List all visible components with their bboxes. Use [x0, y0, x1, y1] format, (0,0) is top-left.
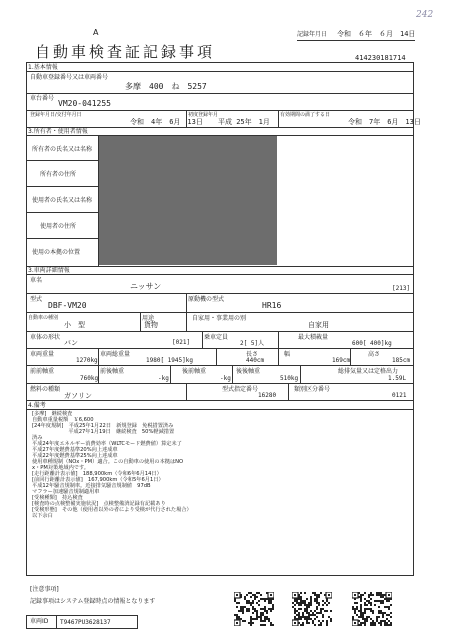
displacement-label: 総排気量又は定格出力 [338, 368, 399, 375]
remark-line: 平成22年度燃費基準25%向上達成車 [32, 453, 118, 459]
remark-line: [受検形態] その他（使用者以外の者により受検が代行された場合） [32, 507, 192, 513]
max-load-value: 600[ 400]kg [352, 340, 392, 347]
first-reg-label: 初度登録年月 [188, 112, 219, 118]
header-mark: A [93, 28, 99, 37]
notes-heading: [注意事項] [30, 586, 59, 593]
model-cert-label: 型式指定番号 [222, 386, 259, 393]
user-name-label: 使用者の氏名又は名称 [32, 197, 93, 204]
chassis-label: 車台番号 [30, 95, 55, 102]
remark-line: 平成12年騒音規制車。近接排気騒音規制値 97dB [32, 483, 151, 489]
chassis-value: VM20-041255 [58, 99, 111, 108]
shape-code: [021] [172, 339, 191, 346]
maker-label: 車名 [30, 277, 43, 284]
displacement-value: 1.59L [388, 375, 407, 382]
vehicle-id-value: T9467PU3628137 [60, 619, 111, 626]
document-title: 自動車検査証記録事項 [35, 43, 216, 61]
type-value: 小 型 [64, 321, 85, 329]
remark-line: 済み [32, 435, 43, 441]
section3-heading: 3.所有者・使用者情報 [28, 128, 88, 135]
user-address-label: 使用者の住所 [40, 223, 77, 230]
remark-line: 以下余白 [32, 513, 53, 519]
front-rear-axle-label: 前後軸重 [100, 368, 125, 375]
qr-code [352, 592, 392, 626]
document-number: 414230181714 [355, 54, 406, 62]
remark-line: [24年度規制] 平成25年1月22日 新規登録 免税措置済み [32, 423, 174, 429]
height-value: 185cm [392, 357, 411, 364]
expiry-value: 令和 7年 6月 13日 [348, 118, 421, 126]
section1-heading: 1.基本情報 [28, 64, 58, 71]
use-value: 貨物 [144, 321, 158, 329]
base-location-label: 使用の本拠の位置 [32, 249, 81, 256]
weight-label: 車両重量 [30, 351, 55, 358]
front-rear-axle-value: -kg [158, 375, 169, 382]
plate-value: 多摩 400 ね 5257 [125, 82, 207, 91]
model-value: DBF-VM20 [48, 301, 87, 310]
length-value: 440cm [246, 357, 265, 364]
remark-line: 平成24年度エネルギー消費効率（WLTCモード燃費値）算定未了 [32, 441, 182, 447]
reg-date-label: 登録年月日/交付年月日 [30, 112, 82, 118]
engine-label: 原動機の型式 [188, 296, 225, 303]
remark-line: [前回行距離計表示値] 167,900km（令和5年6月1日） [32, 477, 164, 483]
width-value: 169cm [332, 357, 351, 364]
model-label: 型式 [30, 296, 43, 303]
gross-label: 車両総重量 [100, 351, 131, 358]
use-label: 用途 [142, 315, 155, 322]
reg-date-value: 令和 4年 6月 13日 [130, 118, 203, 126]
maker-value: ニッサン [130, 282, 162, 291]
remark-line: 自動車重量税額 ￥6,600 [32, 417, 94, 423]
engine-value: HR16 [262, 301, 282, 310]
shape-value: バン [64, 339, 78, 347]
qr-code [234, 592, 274, 626]
vehicle-heading: 3.車両詳細情報 [28, 267, 70, 274]
qr-code [292, 592, 332, 626]
remark-line: [受検種類] 持込検査 [32, 495, 83, 501]
rear-axle-value: 510kg [280, 375, 299, 382]
remark-line: 平成27年1月19日 継続検査 50%軽減措置 [32, 429, 175, 435]
plate-label: 自動車登録番号又は車両番号 [30, 74, 109, 81]
vehicle-id-label: 車両ID [30, 618, 49, 625]
weight-value: 1270kg [76, 357, 98, 364]
remark-line: x・PM対策地域内です。 [32, 465, 89, 471]
type-label: 自動車の種別 [28, 315, 59, 321]
gross-value: 1980[ 1945]kg [146, 357, 193, 364]
shape-label: 車体の形状 [30, 334, 61, 341]
maker-code: [213] [392, 285, 411, 292]
capacity-label: 乗車定員 [204, 334, 229, 341]
owner-address-label: 所有者の住所 [40, 171, 77, 178]
record-date-label: 記録年月日 [297, 31, 328, 38]
remark-line: [検査時の点検整備実施状況] 点検整備済記録有記載あり [32, 501, 166, 507]
handwritten-number: 242 [416, 10, 434, 20]
redacted-owner-block [99, 136, 277, 265]
private-value: 自家用 [308, 321, 329, 329]
front-axle-value: 760kg [80, 375, 99, 382]
fuel-value: ガソリン [64, 392, 92, 400]
max-load-label: 最大積載量 [298, 334, 329, 341]
rear-front-axle-value: -kg [220, 375, 231, 382]
remarks-heading: 4.備考 [28, 402, 46, 409]
length-label: 長さ [246, 351, 259, 358]
remark-line: 平成27年度燃費基準20%向上達成車 [32, 447, 118, 453]
model-cert-value: 16280 [258, 392, 277, 399]
rear-axle-label: 後後軸重 [236, 368, 261, 375]
remark-line: [走行距離計表示値] 188,900km（令和6年6月14日） [32, 471, 162, 477]
capacity-value: 2[ 5]人 [240, 340, 265, 347]
remark-line: マフラー加速騒音規制適用車 [32, 489, 100, 495]
remark-line: [多摩] 継続検査 [32, 411, 73, 417]
class-value: 0121 [392, 392, 407, 399]
first-reg-value: 平成 25年 1月 [218, 118, 270, 126]
front-axle-label: 前前軸重 [30, 368, 55, 375]
fuel-label: 燃料の種類 [30, 386, 61, 393]
width-label: 幅 [284, 351, 291, 358]
class-label: 類別区分番号 [294, 386, 331, 393]
record-date-value: 令和 ６年 ６月 14日 [337, 30, 416, 38]
notes-text: 記録事項はシステム登録時点の情報となります [30, 598, 156, 605]
height-label: 高さ [368, 351, 381, 358]
private-label: 自家用・事業用の別 [192, 315, 247, 322]
owner-name-label: 所有者の氏名又は名称 [32, 146, 93, 153]
expiry-label: 有効期間の満了する日 [280, 112, 331, 118]
rear-front-axle-label: 後前軸重 [182, 368, 207, 375]
remark-line: 使用車種規制（NOx・PM）適合。この自動車の使用の本拠はNO [32, 459, 184, 465]
